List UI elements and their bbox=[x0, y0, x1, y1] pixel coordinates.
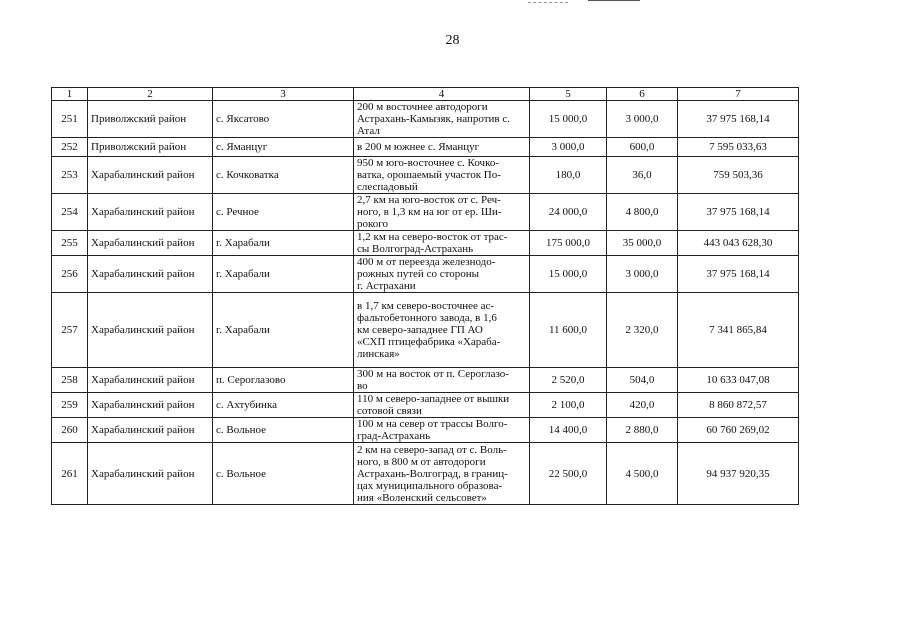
location-line: ного, в 800 м от автодороги bbox=[357, 455, 486, 468]
cost-cell: 60 760 269,02 bbox=[678, 418, 799, 443]
area-cell: 15 000,0 bbox=[530, 101, 607, 138]
value-cell: 36,0 bbox=[607, 157, 678, 194]
area-cell: 3 000,0 bbox=[530, 138, 607, 157]
value-cell: 3 000,0 bbox=[607, 256, 678, 293]
location-cell bbox=[354, 443, 530, 505]
location-cell bbox=[354, 293, 530, 368]
location-line: сотовой связи bbox=[357, 405, 422, 417]
area-cell: 22 500,0 bbox=[530, 443, 607, 505]
row-number: 253 bbox=[52, 157, 88, 194]
location-line: 1,2 км на северо-восток от трас- bbox=[357, 231, 508, 243]
table-row bbox=[52, 418, 799, 443]
settlement-cell: с. Вольное bbox=[213, 418, 354, 443]
area-cell: 15 000,0 bbox=[530, 256, 607, 293]
location-line: Астрахань-Волгоград, в границ- bbox=[357, 467, 508, 480]
column-number-row bbox=[52, 88, 799, 101]
cost-cell: 10 633 047,08 bbox=[678, 368, 799, 393]
location-cell bbox=[354, 194, 530, 231]
settlement-cell: г. Харабали bbox=[213, 231, 354, 256]
cost-cell: 7 595 033,63 bbox=[678, 138, 799, 157]
district-cell: Приволжский район bbox=[88, 101, 213, 138]
cost-cell: 37 975 168,14 bbox=[678, 194, 799, 231]
location-line: град-Астрахань bbox=[357, 430, 431, 442]
district-cell: Харабалинский район bbox=[88, 293, 213, 368]
location-cell bbox=[354, 138, 530, 157]
location-line: 400 м от переезда железнодо- bbox=[357, 256, 496, 268]
location-cell bbox=[354, 101, 530, 138]
settlement-cell: с. Вольное bbox=[213, 443, 354, 505]
location-line: слеспадовый bbox=[357, 181, 418, 193]
land-plots-table bbox=[51, 87, 799, 505]
location-line: ватка, орошаемый участок По- bbox=[357, 169, 501, 181]
column-number: 6 bbox=[607, 88, 678, 101]
district-cell: Харабалинский район bbox=[88, 231, 213, 256]
settlement-cell: с. Ахтубинка bbox=[213, 393, 354, 418]
location-cell bbox=[354, 393, 530, 418]
table-row bbox=[52, 256, 799, 293]
column-number: 1 bbox=[52, 88, 88, 101]
location-line: Астрахань-Камызяк, напротив с. bbox=[357, 113, 510, 125]
location-line: «СХП птицефабрика «Хараба- bbox=[357, 336, 501, 348]
value-cell: 4 800,0 bbox=[607, 194, 678, 231]
table-row bbox=[52, 393, 799, 418]
location-line: г. Астрахани bbox=[357, 280, 416, 292]
cost-cell: 94 937 920,35 bbox=[678, 443, 799, 505]
location-cell bbox=[354, 157, 530, 194]
row-number: 261 bbox=[52, 443, 88, 505]
table-row bbox=[52, 231, 799, 256]
row-number: 258 bbox=[52, 368, 88, 393]
value-cell: 504,0 bbox=[607, 368, 678, 393]
district-cell: Харабалинский район bbox=[88, 393, 213, 418]
table-row bbox=[52, 157, 799, 194]
location-line: линская» bbox=[357, 348, 400, 360]
column-number: 4 bbox=[354, 88, 530, 101]
location-line: ния «Воленский сельсовет» bbox=[357, 491, 487, 504]
district-cell: Харабалинский район bbox=[88, 194, 213, 231]
value-cell: 420,0 bbox=[607, 393, 678, 418]
location-cell bbox=[354, 231, 530, 256]
area-cell: 24 000,0 bbox=[530, 194, 607, 231]
location-line: Атал bbox=[357, 125, 380, 137]
settlement-cell: с. Речное bbox=[213, 194, 354, 231]
scan-artifact bbox=[528, 2, 568, 4]
value-cell: 3 000,0 bbox=[607, 101, 678, 138]
column-number: 7 bbox=[678, 88, 799, 101]
column-number: 2 bbox=[88, 88, 213, 101]
location-line: ного, в 1,3 км на юг от ер. Ши- bbox=[357, 206, 502, 218]
column-number: 5 bbox=[530, 88, 607, 101]
settlement-cell: п. Сероглазово bbox=[213, 368, 354, 393]
location-line: 2 км на северо-запад от с. Воль- bbox=[357, 443, 507, 456]
location-line: 200 м восточнее автодороги bbox=[357, 101, 488, 113]
location-cell bbox=[354, 418, 530, 443]
location-line: фальтобетонного завода, в 1,6 bbox=[357, 312, 497, 324]
cost-cell: 759 503,36 bbox=[678, 157, 799, 194]
district-cell: Харабалинский район bbox=[88, 157, 213, 194]
location-line: 2,7 км на юго-восток от с. Реч- bbox=[357, 194, 501, 206]
district-cell: Харабалинский район bbox=[88, 418, 213, 443]
location-line: 950 м юго-восточнее с. Кочко- bbox=[357, 157, 500, 169]
table-row bbox=[52, 138, 799, 157]
area-cell: 180,0 bbox=[530, 157, 607, 194]
table-row bbox=[52, 293, 799, 368]
location-line: рокого bbox=[357, 218, 389, 230]
table-row bbox=[52, 368, 799, 393]
row-number: 255 bbox=[52, 231, 88, 256]
location-cell bbox=[354, 368, 530, 393]
district-cell: Харабалинский район bbox=[88, 368, 213, 393]
value-cell: 2 880,0 bbox=[607, 418, 678, 443]
location-line: 100 м на север от трассы Волго- bbox=[357, 418, 508, 430]
location-line: км северо-западнее ГП АО bbox=[357, 324, 483, 336]
row-number: 252 bbox=[52, 138, 88, 157]
area-cell: 2 100,0 bbox=[530, 393, 607, 418]
location-line: 110 м северо-западнее от вышки bbox=[357, 393, 510, 405]
area-cell: 11 600,0 bbox=[530, 293, 607, 368]
location-line: в 1,7 км северо-восточнее ас- bbox=[357, 300, 495, 312]
location-line: сы Волгоград-Астрахань bbox=[357, 243, 474, 255]
location-line: цах муниципального образова- bbox=[357, 479, 503, 492]
location-line: 300 м на восток от п. Сероглазо- bbox=[357, 368, 509, 380]
row-number: 260 bbox=[52, 418, 88, 443]
settlement-cell: с. Кочковатка bbox=[213, 157, 354, 194]
location-line: в 200 м южнее с. Яманцуг bbox=[357, 141, 480, 153]
row-number: 257 bbox=[52, 293, 88, 368]
table-row bbox=[52, 194, 799, 231]
column-number: 3 bbox=[213, 88, 354, 101]
district-cell: Харабалинский район bbox=[88, 256, 213, 293]
row-number: 251 bbox=[52, 101, 88, 138]
cost-cell: 8 860 872,57 bbox=[678, 393, 799, 418]
cost-cell: 37 975 168,14 bbox=[678, 256, 799, 293]
settlement-cell: г. Харабали bbox=[213, 256, 354, 293]
district-cell: Приволжский район bbox=[88, 138, 213, 157]
cost-cell: 7 341 865,84 bbox=[678, 293, 799, 368]
settlement-cell: с. Яксатово bbox=[213, 101, 354, 138]
settlement-cell: с. Яманцуг bbox=[213, 138, 354, 157]
value-cell: 4 500,0 bbox=[607, 443, 678, 505]
value-cell: 35 000,0 bbox=[607, 231, 678, 256]
area-cell: 175 000,0 bbox=[530, 231, 607, 256]
row-number: 256 bbox=[52, 256, 88, 293]
location-cell bbox=[354, 256, 530, 293]
cost-cell: 37 975 168,14 bbox=[678, 101, 799, 138]
value-cell: 600,0 bbox=[607, 138, 678, 157]
row-number: 259 bbox=[52, 393, 88, 418]
settlement-cell: г. Харабали bbox=[213, 293, 354, 368]
cost-cell: 443 043 628,30 bbox=[678, 231, 799, 256]
value-cell: 2 320,0 bbox=[607, 293, 678, 368]
scan-artifact bbox=[588, 0, 640, 1]
area-cell: 14 400,0 bbox=[530, 418, 607, 443]
page-number: 28 bbox=[445, 33, 460, 48]
table-row bbox=[52, 443, 799, 505]
district-cell: Харабалинский район bbox=[88, 443, 213, 505]
area-cell: 2 520,0 bbox=[530, 368, 607, 393]
table-row bbox=[52, 101, 799, 138]
location-line: рожных путей со стороны bbox=[357, 268, 480, 280]
row-number: 254 bbox=[52, 194, 88, 231]
location-line: во bbox=[357, 380, 368, 392]
